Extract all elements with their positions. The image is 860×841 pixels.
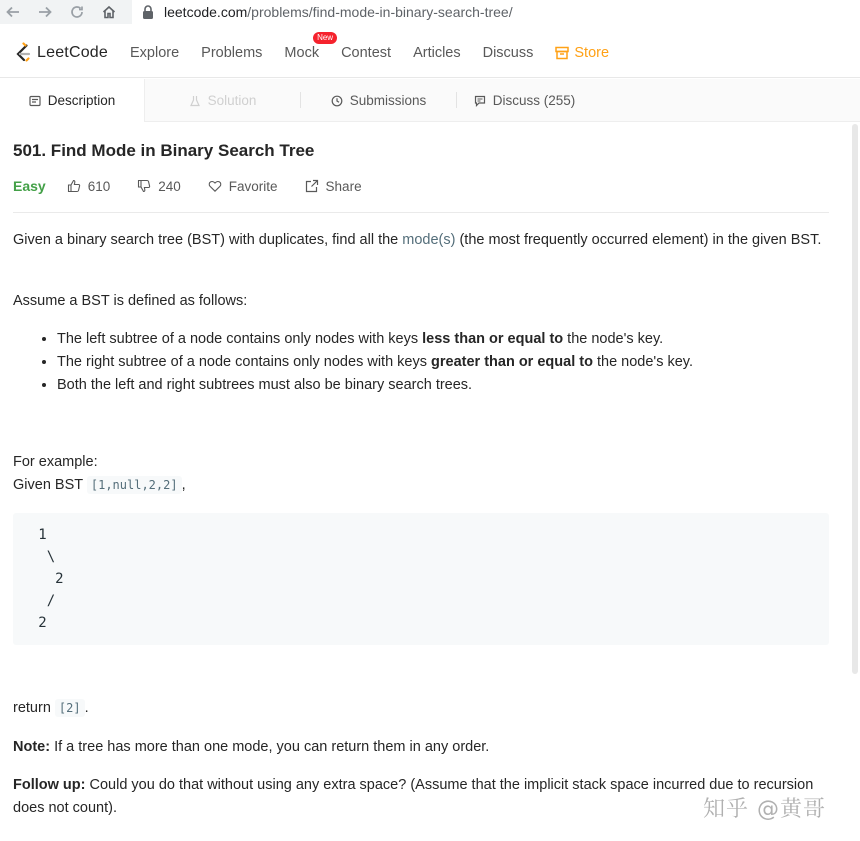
tree-line: 2 [13,571,64,587]
rule-text: The right subtree of a node contains only nodes with keys [57,354,431,370]
return-label: return [13,700,55,716]
return-line [13,697,829,720]
url-path: /problems/find-mode-in-binary-search-tree/ [247,4,513,20]
rule-text-after: the node's key. [563,331,664,347]
back-icon[interactable] [2,1,24,23]
tree-line: \ [13,549,56,565]
thumbs-down-icon [137,179,151,193]
dislike-button[interactable] [137,179,181,194]
tab-description[interactable] [0,79,145,122]
rule-text-after: the node's key. [592,354,693,370]
rule-text: The left subtree of a node contains only nodes with keys [57,331,423,347]
nav-discuss[interactable]: Discuss [482,44,534,61]
lock-icon [142,5,154,19]
return-code: [2] [55,699,85,717]
site-navbar [0,28,860,78]
watermark: 知乎 @黄哥 [703,797,826,822]
nav-problems[interactable]: Problems [201,44,263,61]
followup-label: Follow up: [13,777,86,793]
nav-mock-label: Mock [284,44,320,61]
problem-intro [13,229,829,252]
comment-icon [474,95,486,107]
example-intro [13,451,829,497]
nav-store[interactable] [555,45,609,61]
tree-line: / [13,593,56,609]
tab-solution[interactable] [145,79,300,122]
store-icon [555,46,569,60]
favorite-label: Favorite [228,178,278,194]
problem-tabs [0,79,860,122]
nav-explore[interactable]: Explore [130,44,180,61]
forward-icon[interactable] [34,1,56,23]
nav-articles[interactable]: Articles [413,44,461,61]
assume-text: Assume a BST is defined as follows: [13,293,248,309]
flask-icon [189,95,201,107]
tab-description-label: Description [47,93,116,108]
tree-line: 2 [13,615,47,631]
list-item [57,374,693,397]
note-paragraph [13,736,829,759]
scrollbar[interactable] [852,124,858,674]
given-bst-line [13,474,829,497]
intro-text: Given a binary search tree (BST) with duplicates, find all the [13,232,403,248]
note-label: Note: [13,739,51,755]
bst-rules-list [57,328,693,397]
given-bst-code: [1,null,2,2] [87,476,182,494]
problem-title: 501. Find Mode in Binary Search Tree [13,141,315,160]
meta-divider [13,212,829,213]
tab-submissions[interactable] [301,79,456,122]
given-bst-after: , [181,477,186,493]
tab-discuss[interactable] [457,79,592,122]
new-badge: New [313,32,337,44]
rule-text: Both the left and right subtrees must also be binary search trees. [57,377,473,393]
followup-text: Could you do that without using any extra space? (Assume that the implicit stack space incurred due to recursion does not count). [13,777,814,816]
mode-link[interactable]: mode(s) [402,232,456,248]
like-button[interactable] [67,179,111,194]
description-icon [29,95,41,107]
tree-code-block [13,513,829,645]
leetcode-logo-icon [13,42,33,64]
thumbs-up-icon [67,179,81,193]
clock-icon [331,95,343,107]
difficulty-badge: Easy [13,178,46,194]
tab-solution-label: Solution [207,93,257,108]
share-button[interactable] [305,179,362,194]
like-count: 610 [87,178,111,194]
return-after: . [84,700,89,716]
rule-bold-text: greater than or equal to [431,354,593,370]
home-icon[interactable] [98,1,120,23]
tab-submissions-label: Submissions [349,93,427,108]
intro-text-after: (the most frequently occurred element) in the given BST. [455,232,822,248]
for-example-label: For example: [13,454,98,470]
heart-icon [208,179,222,193]
leetcode-logo[interactable] [13,42,108,64]
tree-line: 1 [13,527,47,543]
favorite-button[interactable] [208,179,278,194]
browser-toolbar [0,0,860,24]
dislike-count: 240 [158,178,181,194]
nav-store-label: Store [574,44,610,61]
given-bst-label: Given BST [13,477,87,493]
address-bar[interactable] [132,0,860,24]
rule-bold-text: less than or equal to [422,331,564,347]
logo-text: LeetCode [37,43,108,61]
tab-discuss-label: Discuss (255) [492,93,576,108]
url-host: leetcode.com [164,4,248,20]
note-text: If a tree has more than one mode, you can return them in any order. [50,739,490,755]
nav-mock[interactable] [284,32,334,61]
share-icon [305,179,319,193]
share-label: Share [325,178,362,194]
list-item [57,328,693,351]
list-item [57,351,693,374]
nav-contest[interactable]: Contest [341,44,392,61]
reload-icon[interactable] [66,1,88,23]
problem-meta [13,178,389,194]
